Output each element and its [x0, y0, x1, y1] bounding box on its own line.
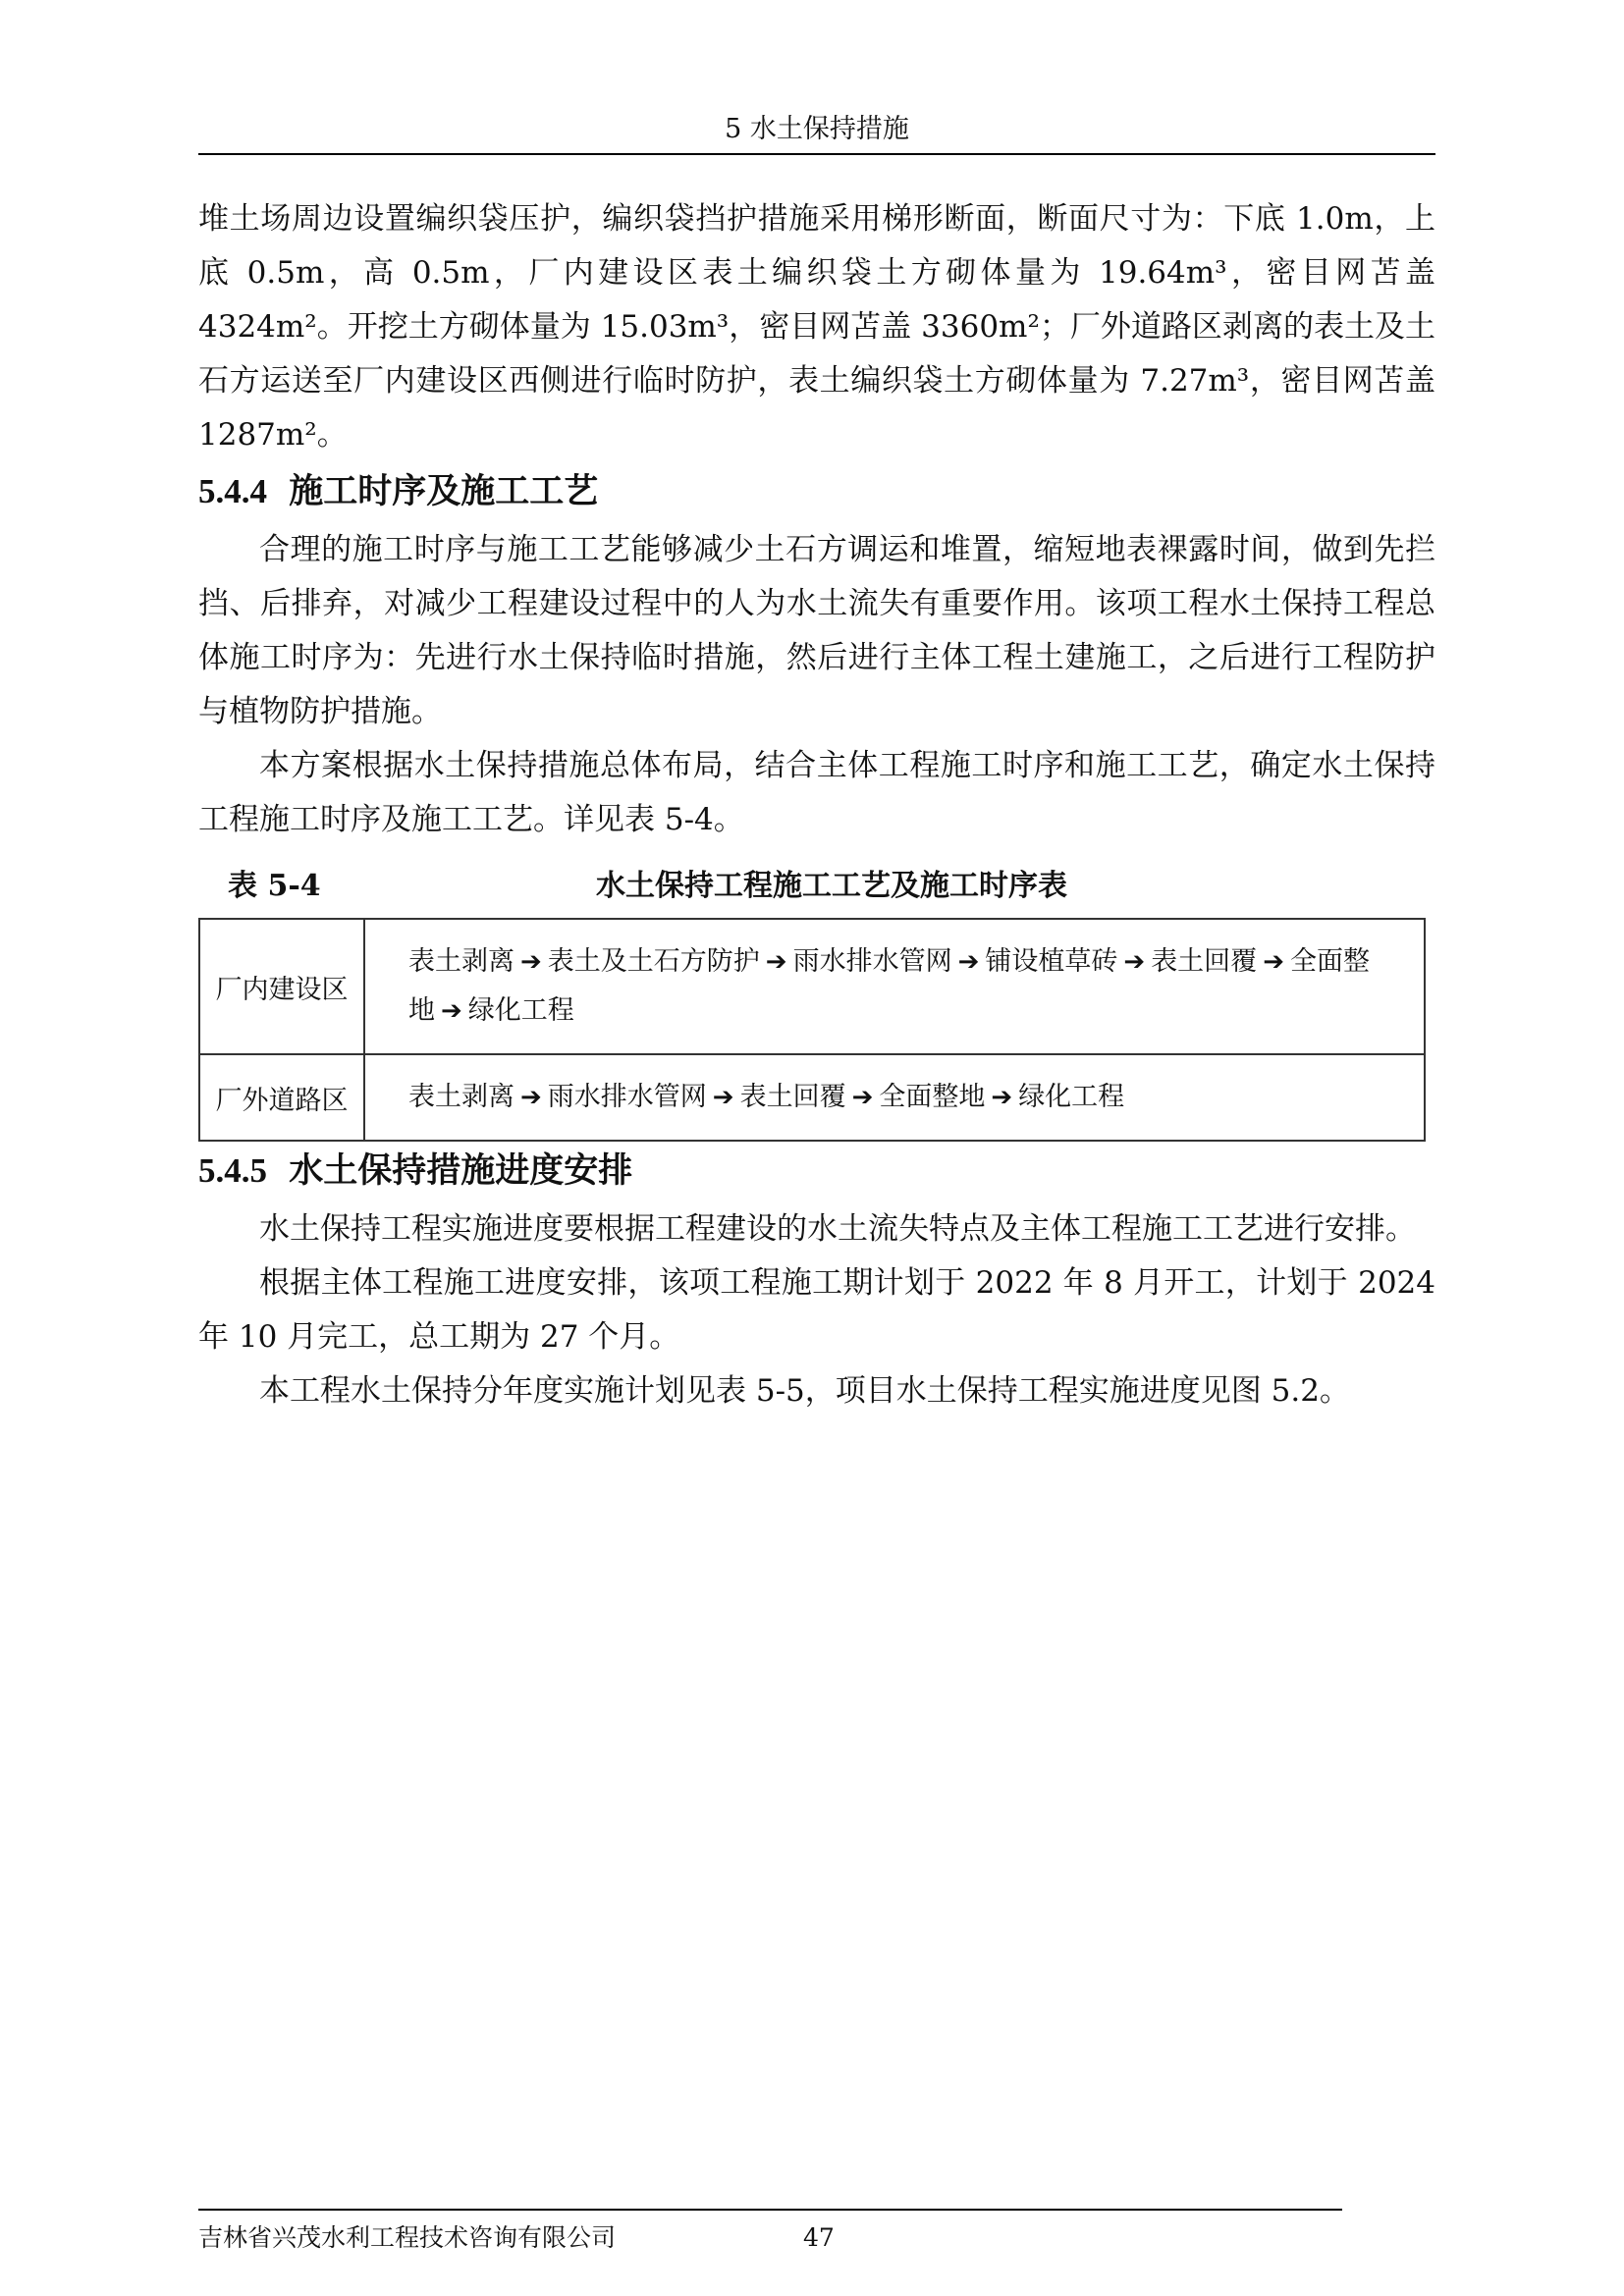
table-cell-area: 厂外道路区: [199, 1054, 364, 1141]
footer-rule: [198, 2209, 1342, 2211]
arrow-right-icon: ➔: [712, 1083, 734, 1112]
table-cell-steps: [364, 919, 1425, 1054]
section-heading-5-4-4: [198, 466, 1435, 517]
table-number: 表 5-4: [228, 869, 321, 903]
page-content: [198, 192, 1435, 1418]
arrow-right-icon: ➔: [851, 1083, 874, 1112]
process-step: 雨水排水管网: [547, 1082, 707, 1112]
process-step: 铺设植草砖: [985, 946, 1118, 977]
table-row: [199, 1054, 1425, 1141]
arrow-right-icon: ➔: [441, 996, 462, 1026]
arrow-right-icon: ➔: [957, 947, 980, 977]
process-step: 雨水排水管网: [792, 946, 952, 977]
section-heading-5-4-5: [198, 1146, 1435, 1197]
page-header-title: 5 水土保持措施: [725, 114, 909, 144]
page-number: 47: [803, 2223, 835, 2252]
paragraph: 根据主体工程施工进度安排，该项工程施工期计划于 2022 年 8 月开工，计划于 2024 年 10 月完工，总工期为 27 个月。: [198, 1265, 1435, 1355]
process-step: 表土剥离: [408, 1082, 514, 1112]
table-title: 水土保持工程施工工艺及施工时序表: [596, 869, 1067, 903]
header-rule: [198, 153, 1435, 155]
arrow-right-icon: ➔: [1263, 947, 1284, 977]
process-step: 表土及土石方防护: [547, 946, 760, 977]
footer-company: 吉林省兴茂水利工程技术咨询有限公司: [198, 2223, 617, 2252]
paragraph: 本方案根据水土保持措施总体布局，结合主体工程施工时序和施工工艺，确定水土保持工程施工时序及施工工艺。详见表 5-4。: [198, 748, 1435, 837]
paragraph-top: 堆土场周边设置编织袋压护，编织袋挡护措施采用梯形断面，断面尺寸为：下底 1.0m，上底 0.5m，高 0.5m，厂内建设区表土编织袋土方砌体量为 19.64m³，密目网苫盖 4324m²。开挖土方砌体量为 15.03m³，密目网苫盖 3360m²；厂外道路区剥离的表土及土石方运送至厂内建设区西侧进行临时防护，表土编织袋土方砌体量为 7.27m³，密目网苫盖 1287m²。: [198, 201, 1435, 453]
section-title: 施工时序及施工工艺: [289, 471, 599, 511]
process-step: 全面整地: [408, 946, 1370, 1026]
process-step: 绿化工程: [1018, 1082, 1125, 1112]
table-cell-steps: [364, 1054, 1425, 1141]
arrow-right-icon: ➔: [991, 1083, 1013, 1112]
paragraph: 合理的施工时序与施工工艺能够减少土石方调运和堆置，缩短地表裸露时间，做到先拦挡、后排弃，对减少工程建设过程中的人为水土流失有重要作用。该项工程水土保持工程总体施工时序为：先进行水土保持临时措施，然后进行主体工程土建施工，之后进行工程防护与植物防护措施。: [198, 532, 1435, 729]
process-step: 表土回覆: [1151, 946, 1258, 977]
table-cell-area: 厂内建设区: [199, 919, 364, 1054]
process-step: 全面整地: [879, 1082, 986, 1112]
section-number: 5.4.5: [198, 1151, 267, 1190]
arrow-right-icon: ➔: [1123, 947, 1146, 977]
table-row: [199, 919, 1425, 1054]
arrow-right-icon: ➔: [520, 1083, 542, 1112]
paragraph: 本工程水土保持分年度实施计划见表 5-5，项目水土保持工程实施进度见图 5.2。: [259, 1373, 1350, 1409]
process-step: 表土剥离: [408, 946, 514, 977]
section-title: 水土保持措施进度安排: [289, 1150, 633, 1191]
paragraph: 水土保持工程实施进度要根据工程建设的水土流失特点及主体工程施工工艺进行安排。: [259, 1211, 1416, 1247]
process-step: 绿化工程: [467, 995, 574, 1026]
construction-sequence-table: [198, 918, 1426, 1142]
arrow-right-icon: ➔: [520, 947, 542, 977]
section-number: 5.4.4: [198, 472, 267, 510]
table-caption: [198, 861, 1435, 912]
arrow-right-icon: ➔: [765, 947, 787, 977]
process-step: 表土回覆: [739, 1082, 846, 1112]
